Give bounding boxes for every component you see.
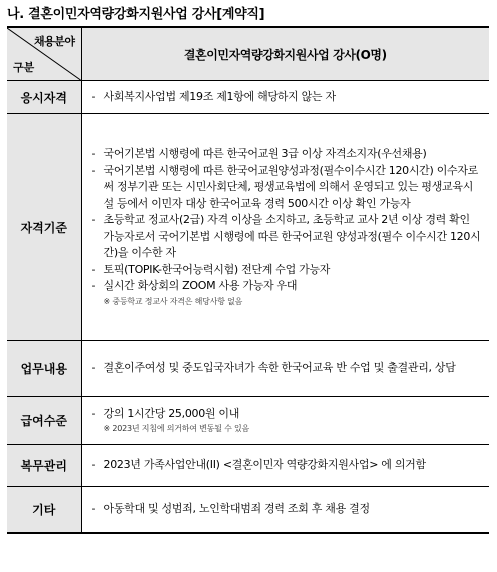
list-item: - 초등학교 정교사(2급) 자격 이상을 소지하고, 초등학교 교사 2년 이상 경력 확인 가능자로서 국어기본법 시행령에 따른 한국어교원 양성과정(필수 이수시간 120시간)을 이수한 자	[91, 213, 481, 260]
note-salary: ※ 2023년 지침에 의거하여 변동될 수 있음	[103, 424, 250, 434]
diagonal-header-cell	[7, 27, 81, 81]
position-title: 결혼이민자역량강화지원사업 강사(O명)	[81, 27, 489, 81]
content-eligibility	[81, 81, 489, 114]
row-qualification	[7, 114, 489, 341]
list-item: - 강의 1시간당 25,000원 이내	[91, 406, 240, 420]
content-qualification	[81, 114, 489, 341]
content-service	[81, 445, 489, 487]
label-salary: 급여수준	[7, 397, 81, 445]
list-item: - 국어기본법 시행령에 따른 한국어교원양성과정(필수이수시간 120시간) 이수자로써 정부기관 또는 시민사회단체, 평생교육법에 의해서 운영되고 있는 평생교육시설 등에서 이민자 대상 한국어교육 경력 500시간 이상 확인 가능자	[91, 163, 478, 210]
content-other	[81, 487, 489, 533]
category-label: 구분	[13, 61, 35, 74]
content-duties	[81, 341, 489, 397]
row-duties	[7, 341, 489, 397]
list-item: - 2023년 가족사업안내(II) <결혼이민자 역량강화지원사업> 에 의거함	[91, 458, 426, 472]
label-duties: 업무내용	[7, 341, 81, 397]
content-salary	[81, 397, 489, 445]
label-service: 복무관리	[7, 445, 81, 487]
list-item: - 토픽(TOPIK-한국어능력시험) 전단계 수업 가능자	[91, 262, 331, 276]
header-row	[7, 27, 489, 81]
row-salary	[7, 397, 489, 445]
row-service	[7, 445, 489, 487]
list-item: - 사회복지사업법 제19조 제1항에 해당하지 않는 자	[91, 89, 336, 103]
note-qualification: ※ 중등학교 정교사 자격은 해당사항 없음	[103, 296, 243, 306]
label-eligibility: 응시자격	[7, 81, 81, 114]
row-other	[7, 487, 489, 533]
label-qualification: 자격기준	[7, 114, 81, 341]
list-item: - 아동학대 및 성범죄, 노인학대범죄 경력 조회 후 채용 결정	[91, 502, 370, 515]
list-item: - 결혼이주여성 및 중도입국자녀가 속한 한국어교육 반 수업 및 출결관리, 상담	[91, 361, 456, 375]
recruitment-table	[7, 26, 489, 534]
list-item: - 국어기본법 시행령에 따른 한국어교원 3급 이상 자격소지자(우선채용)	[91, 147, 427, 161]
list-item: - 실시간 화상회의 ZOOM 사용 가능자 우대	[91, 279, 298, 293]
label-other: 기타	[7, 487, 81, 533]
field-label: 채용분야	[33, 35, 75, 48]
page-title: 나. 결혼이민자역량강화지원사업 강사[계약직]	[7, 7, 265, 22]
row-eligibility	[7, 81, 489, 114]
